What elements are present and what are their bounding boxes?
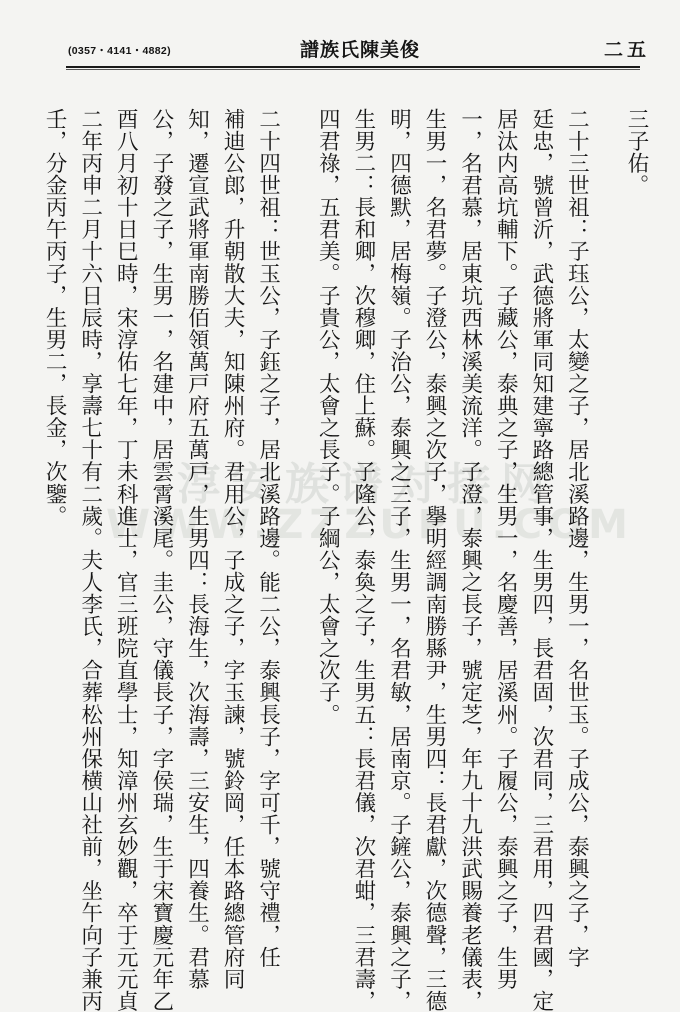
text-column: 生男二：長和卿，次穆卿，住上蘇。子隆公，泰奐之子，生男五：長君儀，次君蚶，三君壽，	[350, 108, 376, 1012]
text-column: 酉八月初十日巳時，宋淳佑七年，丁未科進士，官三班院直學士，知漳州玄妙觀，卒于元元貞	[113, 108, 139, 1012]
text-column: 一，名君慕，居東坑西林溪美流洋。子澄，泰興之長子，號定芝，年九十九洪武賜養老儀表，	[457, 108, 483, 1012]
text-column: 生男一，名君夢。子澄公，泰興之次子，擧明經調南勝縣尹，生男四：長君獻，次德聲，三德	[422, 108, 448, 1012]
header-phone-number: (0357・4141・4882)	[68, 45, 171, 57]
text-column: 二十三世祖：子珏公，太變之子，居北溪路邊，生男一，名世玉。子成公，泰興之子，字	[564, 108, 590, 968]
text-column: 居汰内高坑輔下。子藏公，泰典之子，生男一，名慶善，居溪州。子履公，泰興之子，生男	[493, 108, 519, 990]
text-column: 二年丙申二月十六日辰時，享壽七十有二歲。夫人李氏，合葬松州保横山社前，坐午向子兼丙	[77, 108, 103, 1012]
watermark-url: WWW.ZZZUPU.COM	[106, 502, 634, 548]
header-rule-thin	[66, 69, 640, 70]
text-column: 二十四世祖：世玉公，子鈺之子，居北溪路邊。能二公，泰興長子，字可千，號守禮，任	[255, 108, 281, 968]
header-page-number: 二五	[604, 39, 651, 61]
text-column: 四君祿，五君美。子貴公，太會之長子。子綱公，太會之次子。	[315, 108, 341, 726]
text-column: 明，四德默，居梅嶺。子治公，泰興之三子，生男一，名君敏，居南京。子鏟公，泰興之子，	[386, 108, 412, 1012]
text-column: 廷忠，號曾沂，武德將軍同知建寧路總管事，生男四，長君固，次君同，三君用，四君國，定	[528, 108, 554, 1012]
text-column: 三子佑。	[624, 108, 649, 197]
text-column: 壬，分金丙午丙子，生男二，長金，次鑒。	[42, 108, 68, 527]
header-book-title: 譜族氏陳美俊	[300, 39, 421, 61]
header-rule-thick	[66, 66, 640, 68]
watermark-text: 淳安族谱对接网	[177, 459, 555, 510]
vertical-body-text	[42, 108, 654, 1012]
text-column: 公，子發之子，生男一，名建中，居雲霄溪尾。圭公，守儀長子，字侯瑞，生于宋寶慶元年乙	[148, 108, 174, 1012]
text-column: 知，遷宣武將軍南勝佰領萬戸府五萬戸，生男四：長海生，次海壽，三安生，四養生。君慕	[184, 108, 210, 990]
text-column: 補迪公郎，升朝散大夫，知陳州府。君用公，子成之子，字玉諫，號鈴岡，任本路總管府同	[220, 108, 246, 990]
